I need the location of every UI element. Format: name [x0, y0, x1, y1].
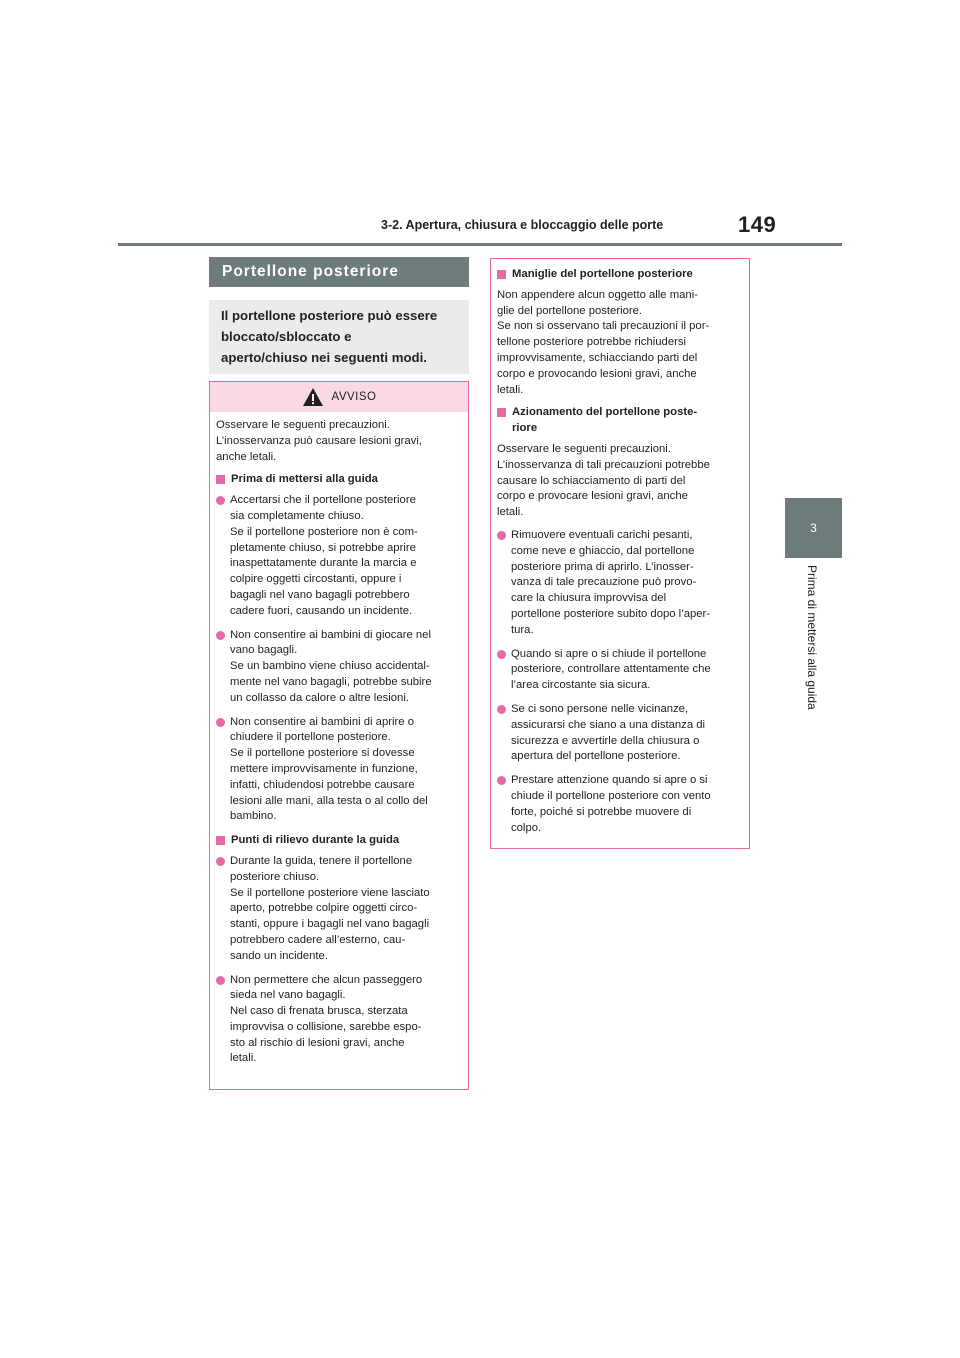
- text-line: Se ci sono persone nelle vicinanze,: [511, 702, 689, 715]
- text-line: apertura del portellone posteriore.: [511, 750, 681, 763]
- bullet-item: [216, 493, 462, 619]
- chapter-tab: [785, 498, 842, 558]
- text-line: Non consentire ai bambini di aprire o: [230, 715, 414, 728]
- square-bullet-icon: [497, 408, 506, 417]
- text-line: mettere improvvisamente in funzione,: [230, 762, 418, 775]
- square-bullet-icon: [216, 475, 225, 484]
- warning-header: [210, 382, 468, 412]
- circle-bullet-icon: [216, 976, 225, 985]
- text-line: tellone posteriore potrebbe richiudersi: [497, 336, 687, 349]
- text-line: letali.: [497, 506, 524, 519]
- text-line: posteriore chiuso.: [230, 870, 320, 883]
- text-line: Rimuovere eventuali carichi pesanti,: [511, 528, 693, 541]
- text-line: Prestare attenzione quando si apre o si: [511, 774, 708, 787]
- chapter-side-label-text: Prima di mettersi alla guida: [805, 565, 819, 710]
- warning-content: [210, 412, 468, 1067]
- text-line: potrebbero cadere all’esterno, cau-: [230, 933, 406, 946]
- text-line: colpire oggetti circostanti, oppure i: [230, 573, 402, 586]
- warning-intro: [216, 418, 462, 465]
- text-line: forte, poiché si potrebbe muovere di: [511, 805, 692, 818]
- text-line: Se un bambino viene chiuso accidental-: [230, 660, 430, 673]
- text-line: improvvisa o collisione, sarebbe espo-: [230, 1020, 422, 1033]
- subheading: [497, 267, 743, 283]
- warning-box-right: [490, 258, 750, 849]
- bullet-item: [216, 854, 462, 965]
- text-line: improvvisamente, schiacciando parti del: [497, 351, 698, 364]
- text-line: chiude il portellone posteriore con vento: [511, 789, 711, 802]
- text-line: posteriore, controllare attentamente che: [511, 663, 711, 676]
- text-line: posteriore prima di aprirlo. L’inosser-: [511, 560, 694, 573]
- paragraph: [497, 288, 743, 399]
- chapter-side-label: [793, 565, 833, 735]
- subheading-text: riore: [512, 422, 538, 435]
- bullet-item: [497, 773, 743, 836]
- text-line: corpo e provocando lesioni gravi, anche: [497, 367, 697, 380]
- bullet-item: [497, 647, 743, 694]
- text-line: Accertarsi che il portellone posteriore: [230, 494, 416, 507]
- text-line: corpo e provocare lesioni gravi, anche: [497, 490, 688, 503]
- circle-bullet-icon: [497, 776, 506, 785]
- text-line: sto al rischio di lesioni gravi, anche: [230, 1036, 405, 1049]
- text-line: inaspettatamente durante la marcia e: [230, 557, 417, 570]
- square-bullet-icon: [497, 270, 506, 279]
- text-line: L’inosservanza può causare lesioni gravi,: [216, 434, 422, 447]
- text-line: bambino.: [230, 810, 277, 823]
- text-line: tura.: [511, 623, 534, 636]
- text-line: pletamente chiuso, si potrebbe aprire: [230, 541, 416, 554]
- text-line: cadere fuori, causando un incidente.: [230, 604, 413, 617]
- subheading: [497, 405, 743, 437]
- text-line: stanti, oppure i bagagli nel vano bagagli: [230, 918, 430, 931]
- text-line: Durante la guida, tenere il portellone: [230, 854, 413, 867]
- section-title: Portellone posteriore: [209, 257, 469, 287]
- bullet-item: [497, 528, 743, 639]
- header-rule: [118, 243, 842, 246]
- text-line: sieda nel vano bagagli.: [230, 989, 346, 1002]
- warning-title: AVVISO: [331, 391, 377, 403]
- text-line: sia completamente chiuso.: [230, 509, 364, 522]
- bullet-item: [216, 715, 462, 826]
- text-line: sicurezza e avvertirle della chiusura o: [511, 734, 700, 747]
- text-line: assicurarsi che siano a una distanza di: [511, 718, 706, 731]
- text-line: Se non si osservano tali precauzioni il por-: [497, 320, 710, 333]
- square-bullet-icon: [216, 836, 225, 845]
- subheading-text: Prima di mettersi alla guida: [231, 473, 378, 486]
- text-line: care la chiusura improvvisa del: [511, 592, 667, 605]
- text-line: L’inosservanza di tali precauzioni potrebbe: [497, 458, 710, 471]
- subheading-text: Maniglie del portellone posteriore: [512, 268, 693, 280]
- text-line: vano bagagli.: [230, 644, 298, 657]
- text-line: letali.: [230, 1052, 257, 1065]
- intro-line: Il portellone posteriore può essere: [221, 308, 438, 323]
- circle-bullet-icon: [216, 718, 225, 727]
- text-line: Osservare le seguenti precauzioni.: [497, 442, 671, 455]
- text-line: letali.: [497, 383, 524, 396]
- circle-bullet-icon: [216, 857, 225, 866]
- chapter-header: 3-2. Apertura, chiusura e bloccaggio delle porte: [381, 218, 664, 232]
- section-intro: [209, 300, 469, 374]
- circle-bullet-icon: [216, 631, 225, 640]
- text-line: Quando si apre o si chiude il portellone: [511, 647, 707, 660]
- text-line: colpo.: [511, 821, 542, 834]
- warning-box-left: [209, 381, 469, 1090]
- text-line: lesioni alle mani, alla testa o al collo del: [230, 794, 428, 807]
- text-line: mente nel vano bagagli, potrebbe subire: [230, 675, 432, 688]
- text-line: bagagli nel vano bagagli potrebbero: [230, 588, 410, 601]
- text-line: causare lo schiacciamento di parti del: [497, 474, 686, 487]
- subheading-text: Azionamento del portellone poste-: [512, 406, 698, 419]
- text-line: anche letali.: [216, 450, 277, 463]
- chapter-tab-number: 3: [810, 521, 817, 535]
- text-line: l’area circostante sia sicura.: [511, 679, 651, 692]
- subheading-text: Punti di rilievo durante la guida: [231, 834, 400, 847]
- text-line: chiudere il portellone posteriore.: [230, 731, 391, 744]
- circle-bullet-icon: [497, 650, 506, 659]
- text-line: Se il portellone posteriore si dovesse: [230, 747, 415, 760]
- intro-line: aperto/chiuso nei seguenti modi.: [221, 350, 427, 365]
- bullet-item: [216, 628, 462, 707]
- circle-bullet-icon: [216, 496, 225, 505]
- text-line: Nel caso di frenata brusca, sterzata: [230, 1005, 408, 1018]
- subheading: [216, 472, 462, 488]
- text-line: infatti, chiudendosi potrebbe causare: [230, 778, 415, 791]
- text-line: Se il portellone posteriore non è com-: [230, 525, 418, 538]
- text-line: vanza di tale precauzione può provo-: [511, 576, 697, 589]
- bullet-item: [497, 702, 743, 765]
- text-line: sando un incidente.: [230, 949, 328, 962]
- text-line: Non permettere che alcun passeggero: [230, 973, 423, 986]
- page-number: 149: [738, 212, 777, 237]
- text-line: Non appendere alcun oggetto alle mani-: [497, 288, 698, 301]
- circle-bullet-icon: [497, 531, 506, 540]
- warning-content: [491, 259, 749, 836]
- text-line: un collasso da calore o altre lesioni.: [230, 691, 409, 704]
- text-line: glie del portellone posteriore.: [497, 304, 643, 317]
- text-line: Osservare le seguenti precauzioni.: [216, 419, 390, 431]
- text-line: come neve e ghiaccio, dal portellone: [511, 544, 695, 557]
- text-line: Non consentire ai bambini di giocare nel: [230, 628, 431, 641]
- intro-line: bloccato/sbloccato e: [221, 329, 352, 344]
- text-line: portellone posteriore subito dopo l’aper-: [511, 607, 711, 620]
- circle-bullet-icon: [497, 705, 506, 714]
- text-line: Se il portellone posteriore viene lasciato: [230, 886, 430, 899]
- bullet-item: [216, 973, 462, 1068]
- warning-triangle-icon: [302, 387, 324, 407]
- paragraph: [497, 442, 743, 521]
- subheading: [216, 833, 462, 849]
- text-line: aperto, potrebbe colpire oggetti circo-: [230, 902, 418, 915]
